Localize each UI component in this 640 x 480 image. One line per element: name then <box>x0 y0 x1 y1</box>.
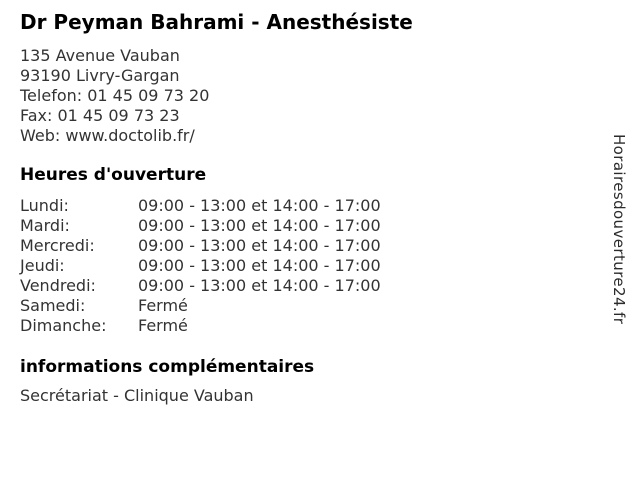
contact-block <box>20 46 600 146</box>
day-label: Dimanche: <box>20 316 107 335</box>
phone-line: Telefon: 01 45 09 73 20 <box>20 86 210 105</box>
day-hours: 09:00 - 13:00 et 14:00 - 17:00 <box>138 216 381 235</box>
opening-hours-heading: Heures d'ouverture <box>20 165 207 185</box>
web-line: Web: www.doctolib.fr/ <box>20 126 195 145</box>
page-title: Dr Peyman Bahrami - Anesthésiste <box>20 10 413 34</box>
day-label: Lundi: <box>20 196 69 215</box>
address-street: 135 Avenue Vauban <box>20 46 180 65</box>
hours-row-lundi <box>20 196 381 216</box>
branding-watermark: Horairesdouverture24.fr <box>610 134 628 325</box>
hours-row-jeudi <box>20 256 381 276</box>
additional-info-text: Secrétariat - Clinique Vauban <box>20 386 254 405</box>
day-hours: 09:00 - 13:00 et 14:00 - 17:00 <box>138 196 381 215</box>
hours-row-mardi <box>20 216 381 236</box>
day-label: Mardi: <box>20 216 70 235</box>
day-hours: Fermé <box>138 316 188 335</box>
hours-row-mercredi <box>20 236 381 256</box>
day-hours: 09:00 - 13:00 et 14:00 - 17:00 <box>138 236 381 255</box>
day-label: Mercredi: <box>20 236 95 255</box>
day-label: Vendredi: <box>20 276 96 295</box>
address-city: 93190 Livry-Gargan <box>20 66 180 85</box>
additional-info-heading: informations complémentaires <box>20 357 315 377</box>
day-hours: Fermé <box>138 296 188 315</box>
day-label: Samedi: <box>20 296 86 315</box>
day-hours: 09:00 - 13:00 et 14:00 - 17:00 <box>138 276 381 295</box>
opening-hours-table <box>20 196 381 336</box>
day-label: Jeudi: <box>20 256 65 275</box>
day-hours: 09:00 - 13:00 et 14:00 - 17:00 <box>138 256 381 275</box>
hours-row-samedi <box>20 296 381 316</box>
hours-row-dimanche <box>20 316 381 336</box>
hours-row-vendredi <box>20 276 381 296</box>
fax-line: Fax: 01 45 09 73 23 <box>20 106 180 125</box>
